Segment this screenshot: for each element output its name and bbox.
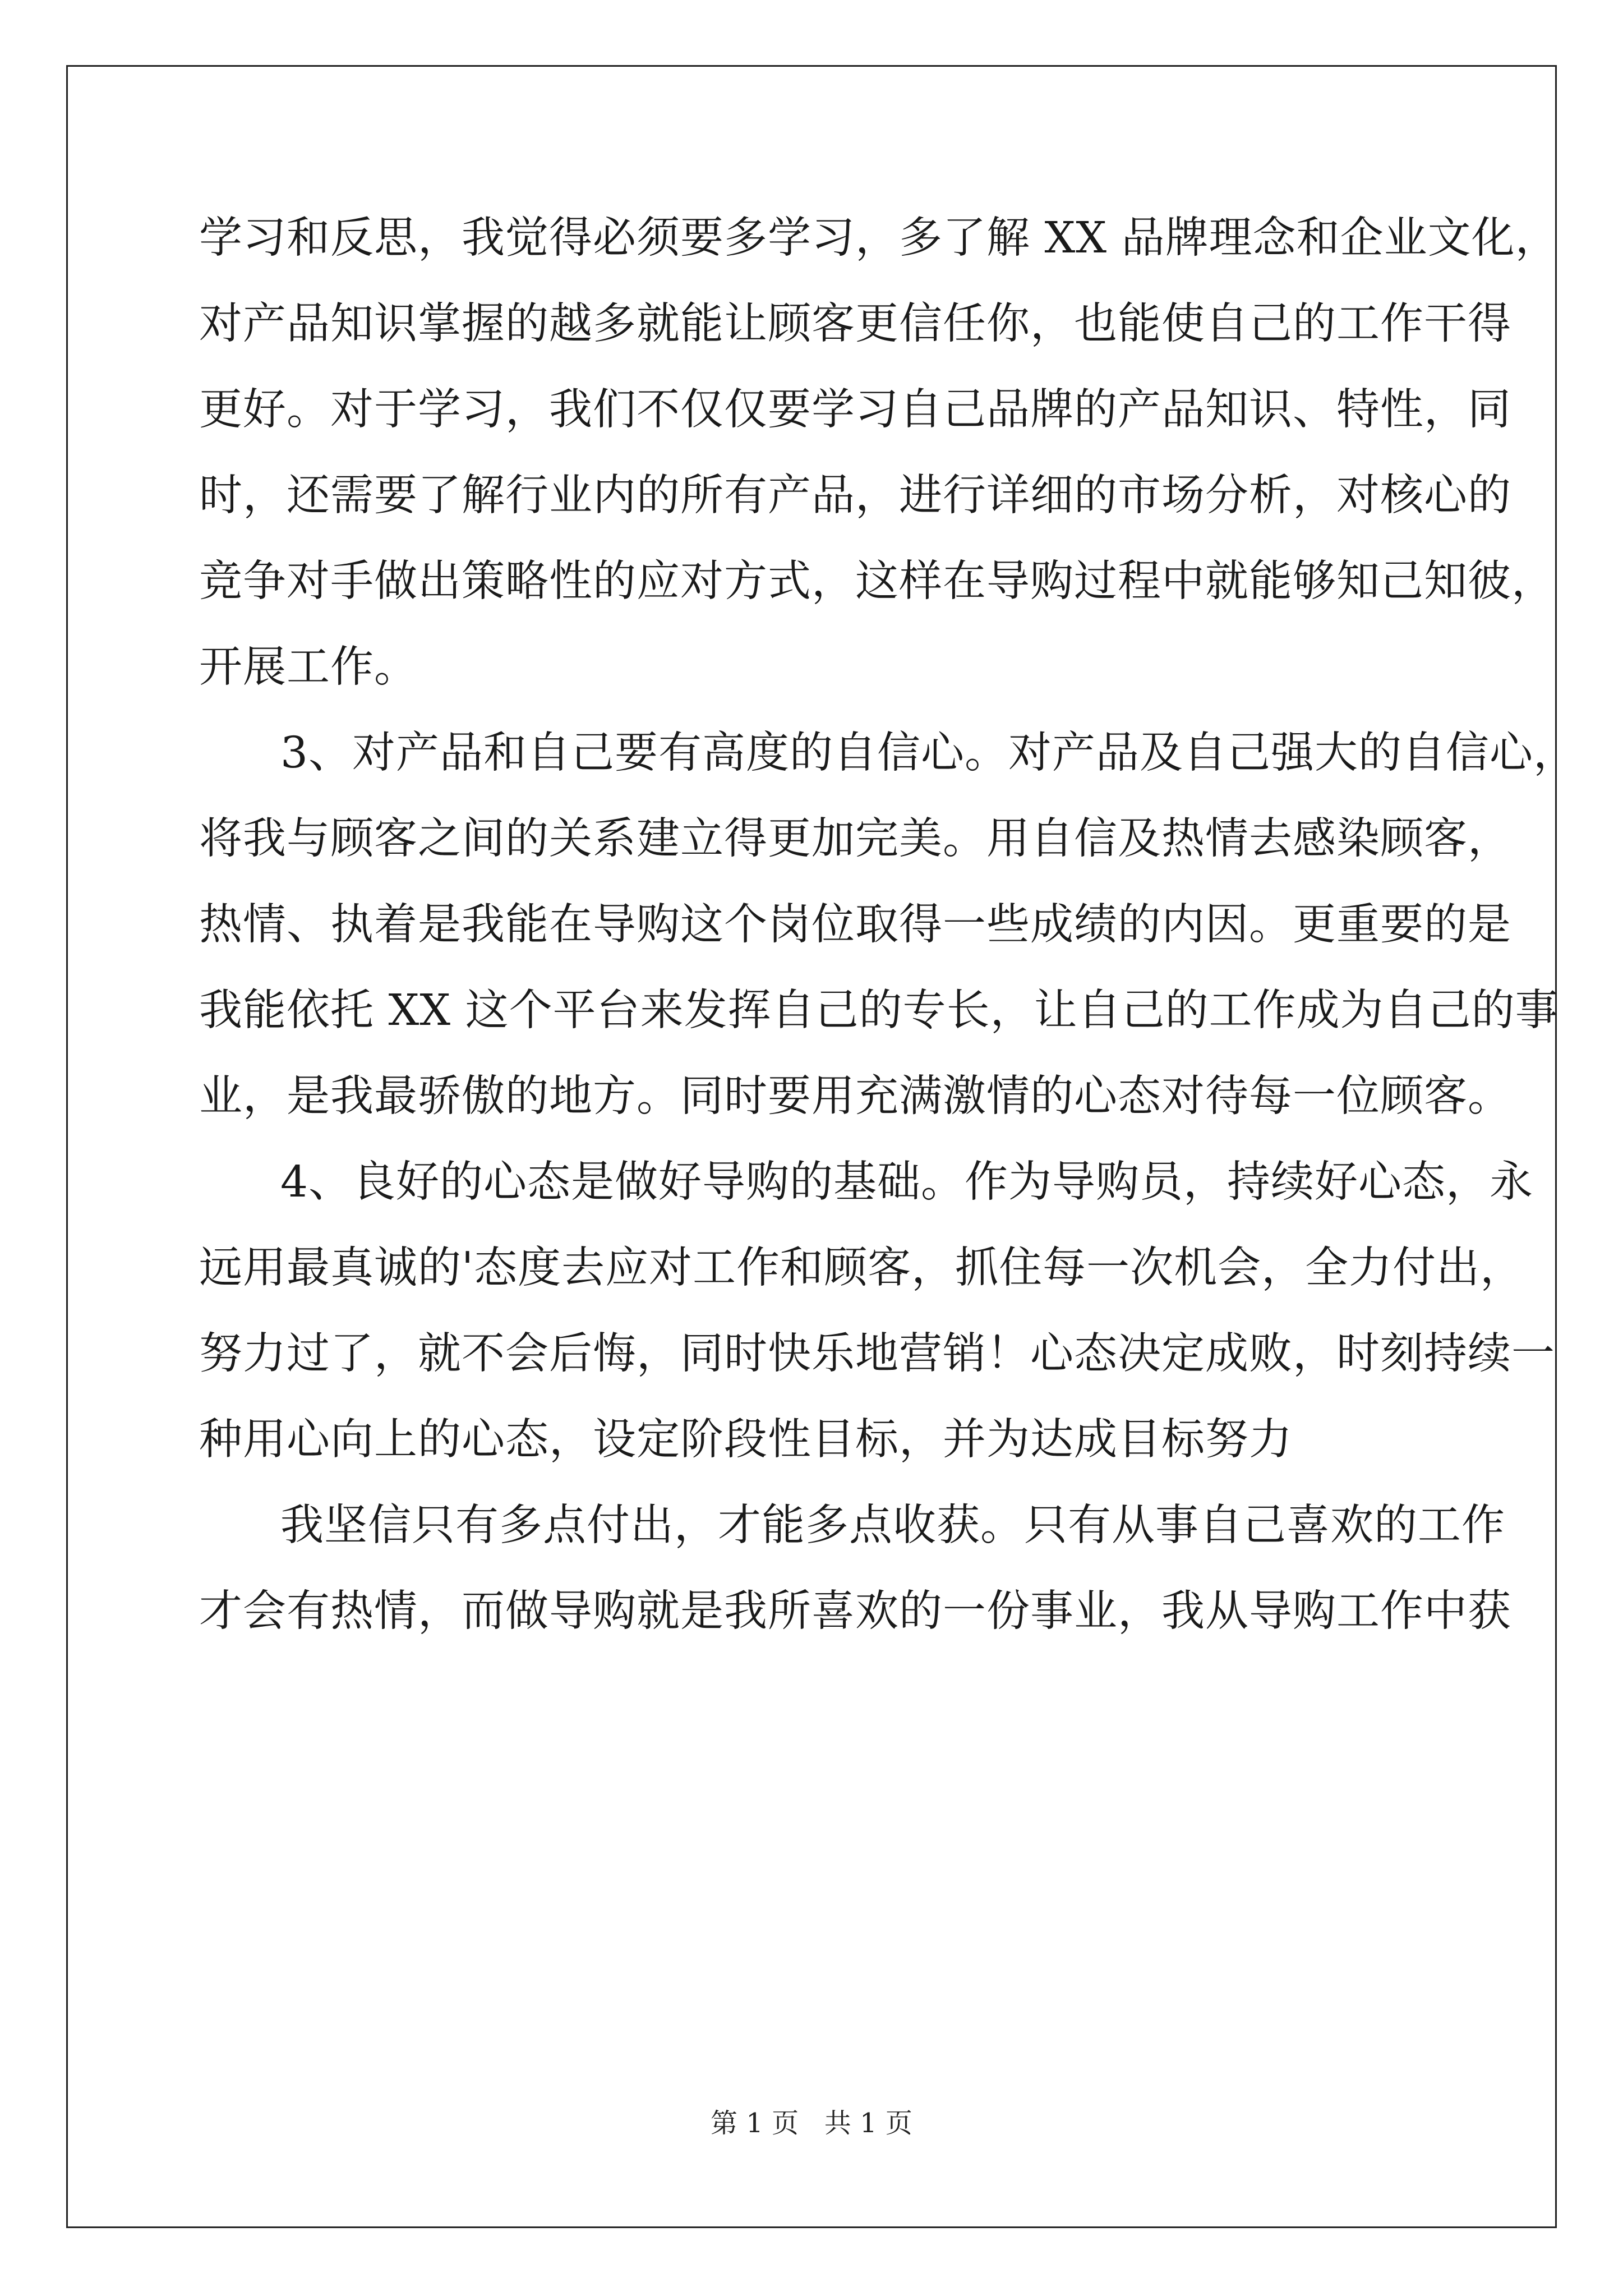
paragraph-line: 我能依托 XX 这个平台来发挥自己的专长，让自己的工作成为自己的事 — [199, 986, 1559, 1036]
paragraph-line: 3、对产品和自己要有高度的自信心。对产品及自己强大的自信心， — [280, 728, 1577, 778]
paragraph-line: 远用最真诚的'态度去应对工作和顾客，抓住每一次机会，全力付出， — [199, 1243, 1524, 1293]
paragraph-line: 热情、执着是我能在导购这个岗位取得一些成绩的内因。更重要的是 — [199, 900, 1511, 950]
paragraph-line: 4、良好的心态是做好导购的基础。作为导购员，持续好心态，永 — [280, 1157, 1533, 1207]
paragraph-line: 种用心向上的心态，设定阶段性目标，并为达成目标努力 — [199, 1415, 1293, 1465]
paragraph-line: 我坚信只有多点付出，才能多点收获。只有从事自己喜欢的工作 — [280, 1501, 1505, 1550]
paragraph-line: 业，是我最骄傲的地方。同时要用充满激情的心态对待每一位顾客。 — [199, 1071, 1511, 1121]
page-number-footer: 第 1 页 共 1 页 — [711, 2108, 912, 2139]
paragraph-line: 将我与顾客之间的关系建立得更加完美。用自信及热情去感染顾客， — [199, 814, 1511, 864]
paragraph-line: 竞争对手做出策略性的应对方式，这样在导购过程中就能够知己知彼， — [199, 556, 1555, 606]
paragraph-line: 时，还需要了解行业内的所有产品，进行详细的市场分析，对核心的 — [199, 471, 1511, 521]
paragraph-line: 开展工作。 — [199, 642, 418, 692]
paragraph-line: 才会有热情，而做导购就是我所喜欢的一份事业，我从导购工作中获 — [199, 1586, 1511, 1636]
paragraph-line: 努力过了，就不会后悔，同时快乐地营销！心态决定成败，时刻持续一 — [199, 1329, 1555, 1379]
paragraph-line: 对产品知识掌握的越多就能让顾客更信任你，也能使自己的工作干得 — [199, 299, 1511, 349]
paragraph-line: 更好。对于学习，我们不仅仅要学习自己品牌的产品知识、特性，同 — [199, 385, 1511, 435]
paragraph-line: 学习和反思，我觉得必须要多学习，多了解 XX 品牌理念和企业文化， — [199, 213, 1559, 263]
